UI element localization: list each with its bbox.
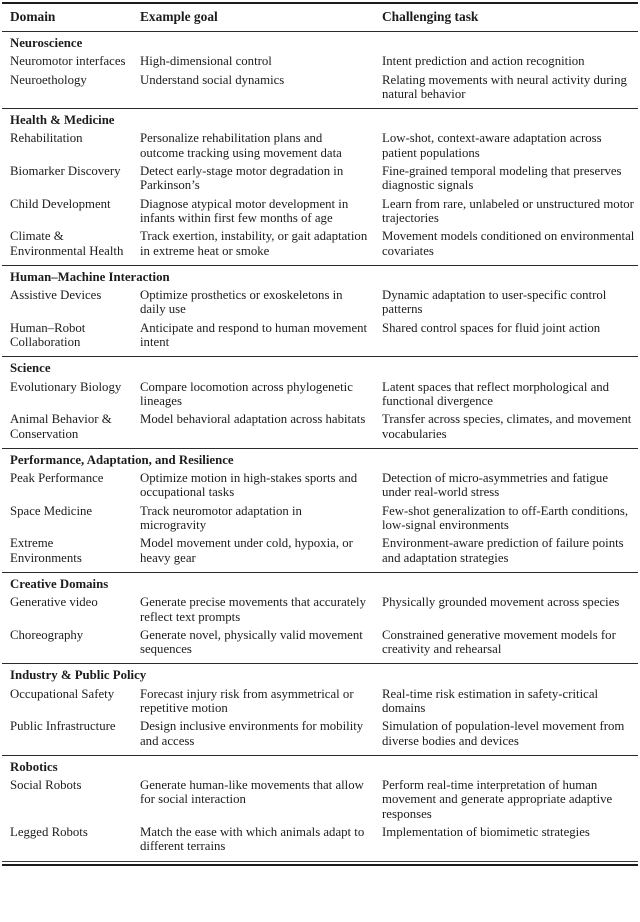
table-row bbox=[2, 197, 638, 226]
table-row bbox=[2, 321, 638, 350]
cell-challenging-task: Movement models conditioned on environmental covariates bbox=[382, 229, 635, 258]
cell-example-goal: Forecast injury risk from asymmetrical or repetitive motion bbox=[140, 686, 354, 715]
cell-example-goal: Track exertion, instability, or gait adaptation in extreme heat or smoke bbox=[140, 229, 368, 258]
table-row bbox=[2, 504, 638, 533]
cell-challenging-task: Fine-grained temporal modeling that preserves diagnostic signals bbox=[382, 164, 622, 193]
cell-challenging-task: Implementation of biomimetic strategies bbox=[382, 825, 590, 840]
cell-challenging-task: Physically grounded movement across species bbox=[382, 595, 620, 610]
table-section bbox=[2, 755, 638, 861]
cell-domain: Public Infrastructure bbox=[10, 719, 116, 734]
cell-domain: Human–Robot Collaboration bbox=[10, 320, 86, 350]
table-row bbox=[2, 719, 638, 748]
cell-domain: Generative video bbox=[10, 595, 98, 610]
table-row bbox=[2, 687, 638, 716]
cell-example-goal: Generate novel, physically valid movement sequences bbox=[140, 627, 363, 657]
section-title: Human–Machine Interaction bbox=[10, 269, 170, 284]
cell-challenging-task: Shared control spaces for fluid joint action bbox=[382, 320, 601, 335]
table-row bbox=[2, 595, 638, 624]
cell-example-goal: Optimize motion in high-stakes sports and occupational tasks bbox=[140, 471, 358, 500]
section-title: Creative Domains bbox=[10, 576, 109, 591]
table-section bbox=[2, 356, 638, 447]
cell-challenging-task: Constrained generative movement models for creativity and rehearsal bbox=[382, 627, 616, 657]
cell-challenging-task: Learn from rare, unlabeled or unstructured motor trajectories bbox=[382, 196, 634, 225]
cell-domain: Neuromotor interfaces bbox=[10, 54, 126, 69]
cell-domain: Climate & Environmental Health bbox=[10, 229, 124, 258]
section-title: Science bbox=[10, 361, 51, 376]
cell-example-goal: Generate human-like movements that allow for social interaction bbox=[140, 778, 364, 807]
table-row bbox=[2, 131, 638, 160]
cell-example-goal: Match the ease with which animals adapt to different terrains bbox=[140, 825, 365, 854]
cell-challenging-task: Real-time risk estimation in safety-critical domains bbox=[382, 686, 599, 715]
table-section bbox=[2, 108, 638, 265]
table-body bbox=[2, 32, 638, 861]
cell-challenging-task: Intent prediction and action recognition bbox=[382, 54, 585, 69]
table-row bbox=[2, 825, 638, 854]
table-row bbox=[2, 380, 638, 409]
section-title: Neuroscience bbox=[10, 36, 83, 50]
table-row bbox=[2, 229, 638, 258]
section-title: Performance, Adaptation, and Resilience bbox=[10, 452, 234, 467]
cell-domain: Space Medicine bbox=[10, 503, 93, 518]
paper-table bbox=[2, 0, 638, 866]
table-section bbox=[2, 32, 638, 108]
table-row bbox=[2, 412, 638, 441]
column-header-example-goal: Example goal bbox=[140, 9, 218, 24]
cell-challenging-task: Detection of micro-asymmetries and fatigue under real-world stress bbox=[382, 471, 608, 500]
cell-example-goal: Generate precise movements that accurately reflect text prompts bbox=[140, 595, 366, 624]
cell-challenging-task: Relating movements with neural activity during natural behavior bbox=[382, 72, 627, 101]
table-section bbox=[2, 265, 638, 356]
cell-challenging-task: Simulation of population-level movement from diverse bodies and devices bbox=[382, 719, 625, 748]
cell-challenging-task: Transfer across species, climates, and movement vocabularies bbox=[382, 412, 632, 441]
table-section bbox=[2, 572, 638, 663]
column-header-challenging-task: Challenging task bbox=[382, 9, 479, 24]
table-row bbox=[2, 54, 638, 68]
cell-challenging-task: Environment-aware prediction of failure points and adaptation strategies bbox=[382, 536, 624, 565]
column-header-domain: Domain bbox=[10, 9, 56, 24]
cell-domain: Assistive Devices bbox=[10, 288, 102, 303]
cell-example-goal: Understand social dynamics bbox=[140, 72, 285, 87]
cell-example-goal: Model behavioral adaptation across habitats bbox=[140, 412, 366, 427]
cell-example-goal: High-dimensional control bbox=[140, 54, 272, 69]
cell-domain: Occupational Safety bbox=[10, 686, 115, 701]
table-section bbox=[2, 448, 638, 572]
cell-example-goal: Personalize rehabilitation plans and outcome tracking using movement data bbox=[140, 131, 342, 160]
table-row bbox=[2, 628, 638, 657]
table-header-row bbox=[2, 4, 638, 31]
cell-domain: Neuroethology bbox=[10, 72, 87, 87]
table-row bbox=[2, 73, 638, 102]
table-row bbox=[2, 471, 638, 500]
cell-example-goal: Diagnose atypical motor development in infants within first few months of age bbox=[140, 196, 349, 225]
cell-challenging-task: Dynamic adaptation to user-specific control patterns bbox=[382, 288, 607, 317]
section-title: Robotics bbox=[10, 759, 58, 774]
table-row bbox=[2, 778, 638, 821]
cell-domain: Social Robots bbox=[10, 778, 82, 793]
cell-example-goal: Optimize prosthetics or exoskeletons in daily use bbox=[140, 288, 343, 317]
section-title: Health & Medicine bbox=[10, 113, 115, 128]
cell-example-goal: Compare locomotion across phylogenetic lineages bbox=[140, 379, 353, 408]
cell-challenging-task: Perform real-time interpretation of human movement and generate appropriate adaptive responses bbox=[382, 778, 613, 821]
table-section bbox=[2, 663, 638, 754]
table-row bbox=[2, 164, 638, 193]
cell-example-goal: Model movement under cold, hypoxia, or heavy gear bbox=[140, 536, 353, 565]
cell-domain: Choreography bbox=[10, 627, 84, 642]
table-row bbox=[2, 536, 638, 565]
cell-example-goal: Detect early-stage motor degradation in Parkinson’s bbox=[140, 164, 344, 193]
cell-challenging-task: Few-shot generalization to off-Earth conditions, low-signal environments bbox=[382, 503, 629, 533]
cell-domain: Evolutionary Biology bbox=[10, 379, 122, 394]
table-bottom-rule bbox=[2, 861, 638, 866]
cell-challenging-task: Low-shot, context-aware adaptation across patient populations bbox=[382, 131, 602, 160]
cell-domain: Rehabilitation bbox=[10, 131, 83, 146]
cell-domain: Peak Performance bbox=[10, 471, 104, 486]
cell-example-goal: Design inclusive environments for mobility and access bbox=[140, 719, 364, 748]
cell-example-goal: Anticipate and respond to human movement intent bbox=[140, 320, 368, 350]
cell-challenging-task: Latent spaces that reflect morphological and functional divergence bbox=[382, 379, 610, 408]
cell-domain: Biomarker Discovery bbox=[10, 164, 121, 179]
cell-example-goal: Track neuromotor adaptation in microgravity bbox=[140, 503, 302, 533]
cell-domain: Child Development bbox=[10, 196, 111, 211]
cell-domain: Legged Robots bbox=[10, 825, 88, 840]
cell-domain: Extreme Environments bbox=[10, 536, 82, 565]
section-title: Industry & Public Policy bbox=[10, 668, 147, 683]
cell-domain: Animal Behavior & Conservation bbox=[10, 412, 112, 441]
table-row bbox=[2, 288, 638, 317]
